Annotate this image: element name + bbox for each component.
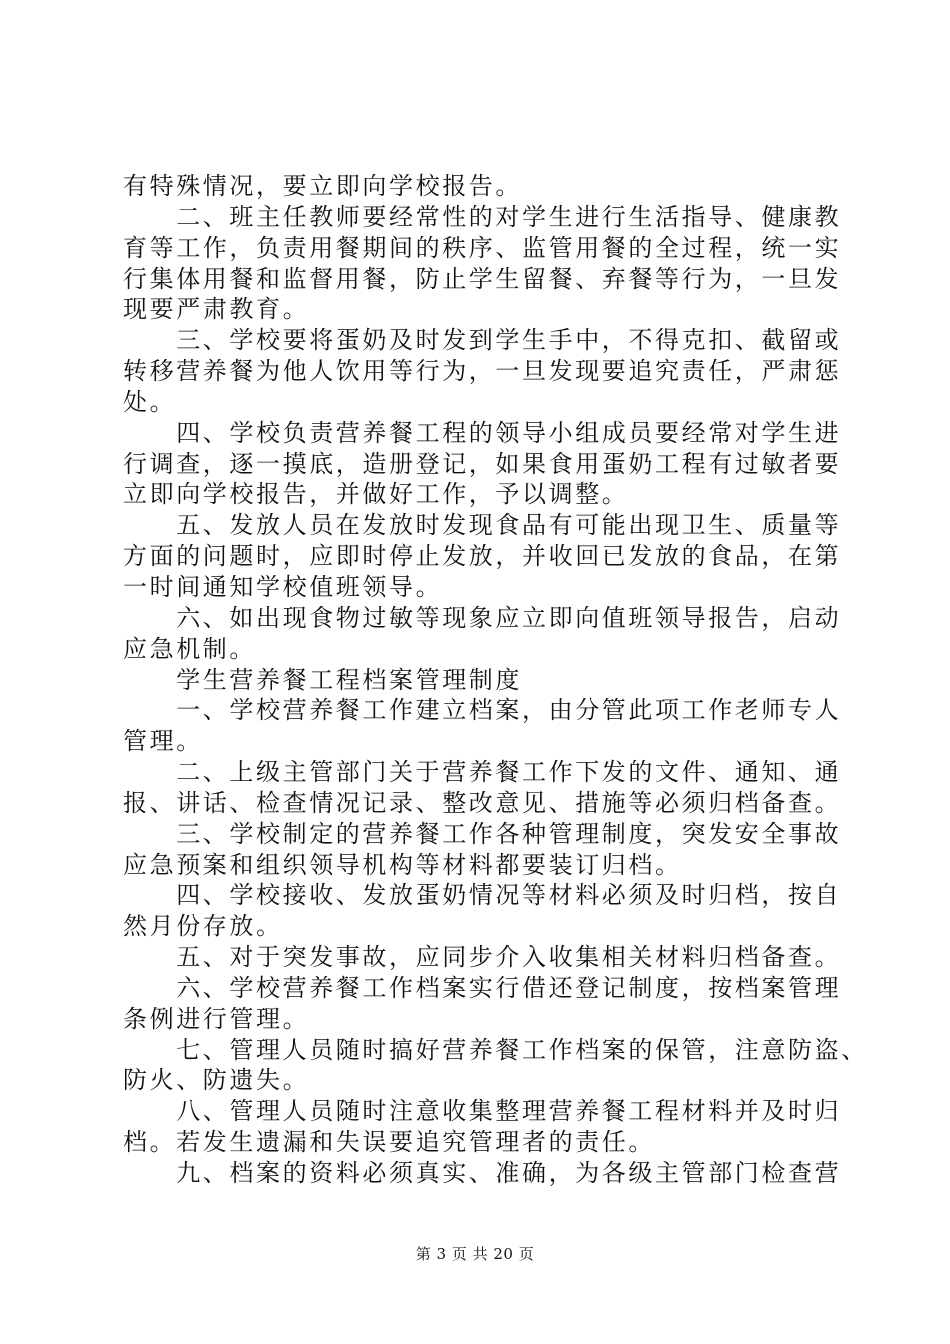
text-line: 管理。 <box>123 727 203 756</box>
text-line: 条例进行管理。 <box>123 1004 310 1033</box>
text-line: 四、学校接收、发放蛋奶情况等材料必须及时归档，按自 <box>123 881 842 910</box>
text-line: 三、学校制定的营养餐工作各种管理制度，突发安全事故 <box>123 819 842 848</box>
text-line: 九、档案的资料必须真实、准确，为各级主管部门检查营 <box>123 1159 842 1187</box>
text-line: 一、学校营养餐工作建立档案，由分管此项工作老师专人 <box>123 696 842 725</box>
text-line: 转移营养餐为他人饮用等行为，一旦发现要追究责任，严肃惩 <box>123 357 842 386</box>
text-line: 二、班主任教师要经常性的对学生进行生活指导、健康教 <box>123 202 842 231</box>
page-number-footer: 第 3 页 共 20 页 <box>415 1245 535 1263</box>
text-line: 防火、防遗失。 <box>123 1066 310 1095</box>
section-heading: 学生营养餐工程档案管理制度 <box>123 665 522 694</box>
text-line: 四、学校负责营养餐工程的领导小组成员要经常对学生进 <box>123 418 842 447</box>
text-line: 五、对于突发事故，应同步介入收集相关材料归档备查。 <box>123 943 842 972</box>
text-line: 有特殊情况，要立即向学校报告。 <box>123 172 522 200</box>
text-line: 二、上级主管部门关于营养餐工作下发的文件、通知、通 <box>123 758 842 787</box>
text-line: 五、发放人员在发放时发现食品有可能出现卫生、质量等 <box>123 511 842 540</box>
text-line: 六、学校营养餐工作档案实行借还登记制度，按档案管理 <box>123 973 842 1002</box>
text-line: 八、管理人员随时注意收集整理营养餐工程材料并及时归 <box>123 1097 842 1126</box>
text-line: 育等工作，负责用餐期间的秩序、监管用餐的全过程，统一实 <box>123 233 842 262</box>
text-line: 然月份存放。 <box>123 912 283 941</box>
text-line: 方面的问题时，应即时停止发放，并收回已发放的食品，在第 <box>123 542 842 571</box>
text-line: 行调查，逐一摸底，造册登记，如果食用蛋奶工程有过敏者要 <box>123 449 842 478</box>
text-line: 应急预案和组织领导机构等材料都要装订归档。 <box>123 850 682 879</box>
document-body <box>123 171 868 1189</box>
text-line: 应急机制。 <box>123 634 256 663</box>
text-line: 七、管理人员随时搞好营养餐工作档案的保管，注意防盗、 <box>123 1035 868 1064</box>
text-line: 六、如出现食物过敏等现象应立即向值班领导报告，启动 <box>123 603 842 632</box>
text-line: 档。若发生遗漏和失误要追究管理者的责任。 <box>123 1128 655 1157</box>
text-line: 一时间通知学校值班领导。 <box>123 572 443 601</box>
text-line: 行集体用餐和监督用餐，防止学生留餐、弃餐等行为，一旦发 <box>123 264 842 293</box>
text-line: 处。 <box>123 387 177 416</box>
text-line: 报、讲话、检查情况记录、整改意见、措施等必须归档备查。 <box>123 788 842 817</box>
text-line: 三、学校要将蛋奶及时发到学生手中，不得克扣、截留或 <box>123 326 842 355</box>
text-line: 现要严肃教育。 <box>123 295 310 324</box>
text-line: 立即向学校报告，并做好工作，予以调整。 <box>123 480 629 509</box>
